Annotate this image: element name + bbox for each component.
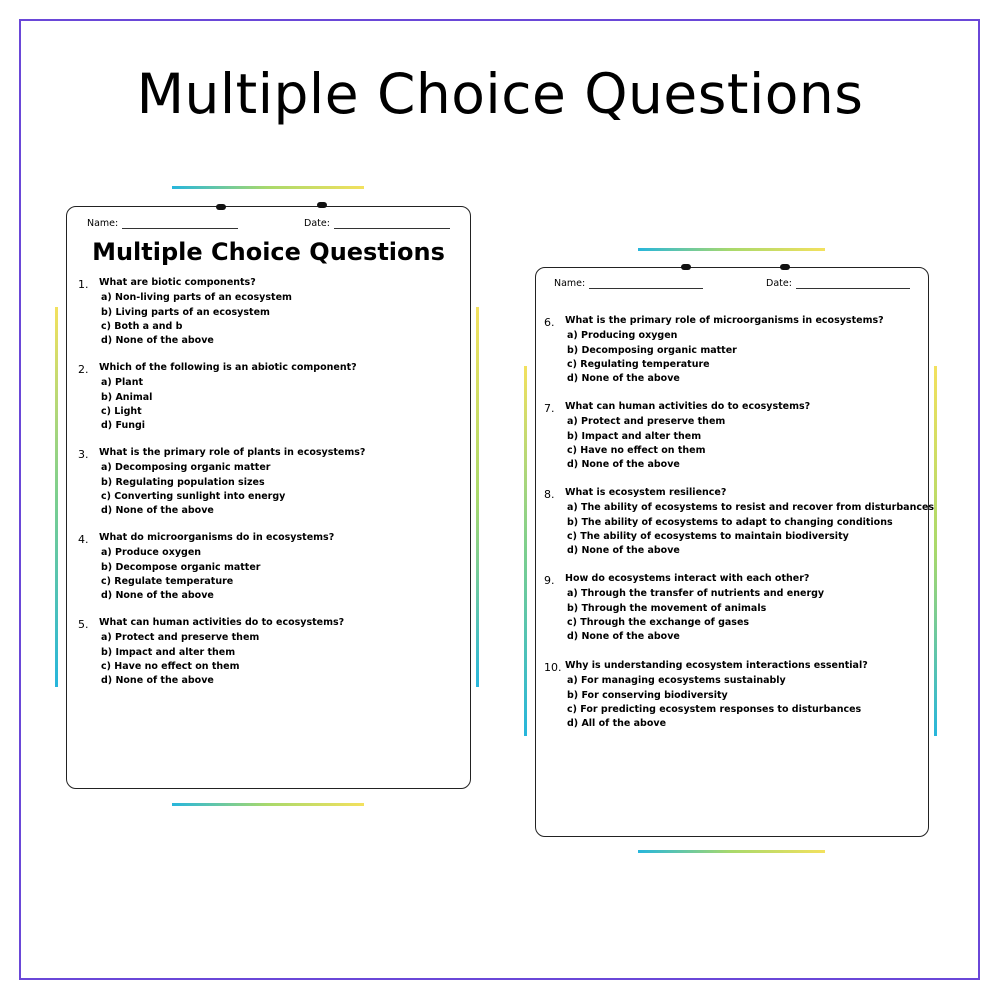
answer-option[interactable]: a) The ability of ecosystems to resist and recover from disturbances xyxy=(567,502,935,514)
answer-option[interactable]: d) All of the above xyxy=(567,718,667,730)
answer-option[interactable]: a) Plant xyxy=(101,377,143,389)
answer-option[interactable]: b) Decompose organic matter xyxy=(101,561,261,573)
answer-option[interactable]: c) The ability of ecosystems to maintain biodiversity xyxy=(567,530,849,542)
answer-option[interactable]: d) None of the above xyxy=(567,631,680,643)
question-10 xyxy=(544,659,868,731)
name-line[interactable] xyxy=(589,279,703,289)
answer-option[interactable]: c) Have no effect on them xyxy=(101,660,240,672)
worksheet-title: Multiple Choice Questions xyxy=(92,238,445,266)
binder-clip-left xyxy=(681,264,691,270)
answer-option[interactable]: a) Protect and preserve them xyxy=(101,632,260,644)
question-number: 7. xyxy=(544,402,555,415)
answer-option[interactable]: c) Through the exchange of gases xyxy=(567,616,750,628)
question-number: 2. xyxy=(78,363,89,376)
answer-option[interactable]: b) The ability of ecosystems to adapt to changing conditions xyxy=(567,516,893,528)
question-1 xyxy=(78,276,292,348)
name-label: Name: xyxy=(87,218,119,229)
answer-option[interactable]: a) Decomposing organic matter xyxy=(101,462,271,474)
date-line[interactable] xyxy=(334,219,450,229)
worksheet-page-2 xyxy=(535,267,935,837)
question-2 xyxy=(78,361,357,433)
answer-option[interactable]: c) Light xyxy=(101,405,142,417)
answer-option[interactable]: b) Impact and alter them xyxy=(567,430,702,442)
question-text: What are biotic components? xyxy=(99,277,256,288)
question-text: What is the primary role of microorganisms in ecosystems? xyxy=(565,315,884,326)
name-label: Name: xyxy=(554,278,586,289)
question-9 xyxy=(544,572,824,644)
date-field xyxy=(304,218,450,229)
answer-option[interactable]: d) Fungi xyxy=(101,420,146,432)
accent-line-left-inner xyxy=(476,307,479,687)
question-number: 3. xyxy=(78,448,89,461)
answer-option[interactable]: d) None of the above xyxy=(101,675,214,687)
date-field xyxy=(766,278,910,289)
question-number: 5. xyxy=(78,618,89,631)
answer-option[interactable]: b) Living parts of an ecosystem xyxy=(101,306,270,318)
question-number: 4. xyxy=(78,533,89,546)
answer-option[interactable]: c) Both a and b xyxy=(101,320,183,332)
date-line[interactable] xyxy=(796,279,910,289)
accent-line-right-inner xyxy=(934,366,937,736)
answer-option[interactable]: d) None of the above xyxy=(567,373,680,385)
question-6 xyxy=(544,314,884,386)
question-7 xyxy=(544,400,810,472)
question-number: 1. xyxy=(78,278,89,291)
accent-line-top-right xyxy=(638,248,825,251)
answer-option[interactable]: c) Regulate temperature xyxy=(101,575,234,587)
question-text: What can human activities do to ecosystems? xyxy=(99,617,345,628)
answer-option[interactable]: d) None of the above xyxy=(567,459,680,471)
accent-line-left-outer xyxy=(55,307,58,687)
answer-option[interactable]: d) None of the above xyxy=(101,335,214,347)
worksheet-page-1 xyxy=(66,206,471,789)
answer-option[interactable]: c) Regulating temperature xyxy=(567,358,710,370)
answer-option[interactable]: b) For conserving biodiversity xyxy=(567,689,728,701)
question-number: 10. xyxy=(544,661,562,674)
date-label: Date: xyxy=(304,218,330,229)
question-number: 9. xyxy=(544,574,555,587)
name-field xyxy=(554,278,703,289)
answer-option[interactable]: b) Regulating population sizes xyxy=(101,476,265,488)
accent-line-top-left xyxy=(172,186,364,189)
question-text: What is ecosystem resilience? xyxy=(565,487,727,498)
accent-line-bottom-right xyxy=(638,850,825,853)
answer-option[interactable]: b) Animal xyxy=(101,391,153,403)
name-field xyxy=(87,218,238,229)
binder-clip-right xyxy=(317,202,327,208)
accent-line-bottom-left xyxy=(172,803,364,806)
answer-option[interactable]: d) None of the above xyxy=(101,590,214,602)
answer-option[interactable]: a) Through the transfer of nutrients and energy xyxy=(567,588,825,600)
accent-line-right-outer xyxy=(524,366,527,736)
question-text: What do microorganisms do in ecosystems? xyxy=(99,532,335,543)
question-text: Which of the following is an abiotic component? xyxy=(99,362,357,373)
answer-option[interactable]: c) Have no effect on them xyxy=(567,444,706,456)
question-text: What can human activities do to ecosystems? xyxy=(565,401,811,412)
answer-option[interactable]: c) Converting sunlight into energy xyxy=(101,490,286,502)
page-title: Multiple Choice Questions xyxy=(136,62,864,126)
question-text: How do ecosystems interact with each other? xyxy=(565,573,810,584)
question-number: 8. xyxy=(544,488,555,501)
answer-option[interactable]: d) None of the above xyxy=(101,505,214,517)
question-8 xyxy=(544,486,934,558)
answer-option[interactable]: b) Through the movement of animals xyxy=(567,602,767,614)
answer-option[interactable]: a) Produce oxygen xyxy=(101,547,202,559)
question-4 xyxy=(78,531,334,603)
answer-option[interactable]: a) Protect and preserve them xyxy=(567,416,726,428)
answer-option[interactable]: a) Producing oxygen xyxy=(567,330,678,342)
question-5 xyxy=(78,616,344,688)
answer-option[interactable]: a) Non-living parts of an ecosystem xyxy=(101,292,292,304)
question-number: 6. xyxy=(544,316,555,329)
binder-clip-right xyxy=(780,264,790,270)
answer-option[interactable]: b) Impact and alter them xyxy=(101,646,236,658)
answer-option[interactable]: b) Decomposing organic matter xyxy=(567,344,737,356)
binder-clip-left xyxy=(216,204,226,210)
answer-option[interactable]: a) For managing ecosystems sustainably xyxy=(567,675,786,687)
answer-option[interactable]: c) For predicting ecosystem responses to disturbances xyxy=(567,703,862,715)
question-text: Why is understanding ecosystem interactions essential? xyxy=(565,660,868,671)
answer-option[interactable]: d) None of the above xyxy=(567,545,680,557)
question-3 xyxy=(78,446,365,518)
date-label: Date: xyxy=(766,278,792,289)
name-line[interactable] xyxy=(122,219,238,229)
question-text: What is the primary role of plants in ecosystems? xyxy=(99,447,366,458)
